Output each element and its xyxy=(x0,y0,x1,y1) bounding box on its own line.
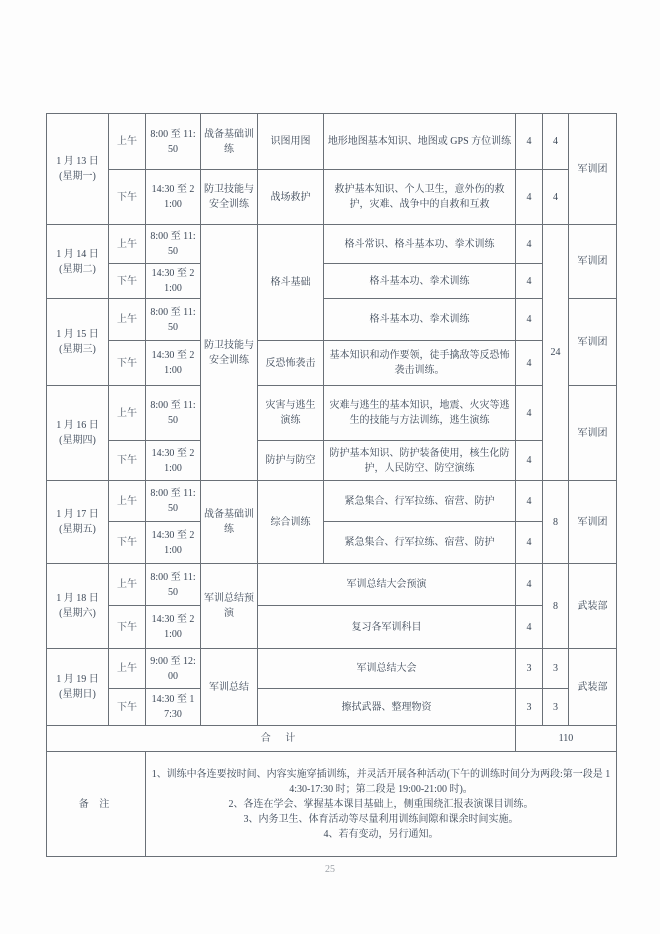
table-row xyxy=(47,481,617,522)
content-cell: 军训总结大会 xyxy=(258,649,516,689)
remark-line: 4、若有变动，另行通知。 xyxy=(323,828,439,840)
period-cell: 上午 xyxy=(109,114,146,170)
total-value: 110 xyxy=(516,726,617,752)
subtotal-cell-merged: 24 xyxy=(543,225,569,481)
period-cell: 上午 xyxy=(109,481,146,522)
date-cell xyxy=(47,386,109,481)
time-cell: 8:00 至 11:50 xyxy=(146,299,201,341)
training-schedule-table xyxy=(46,113,617,857)
subject-cell: 反恐怖袭击 xyxy=(258,341,324,386)
content-cell: 复习各军训科目 xyxy=(258,606,516,649)
org-cell: 武装部 xyxy=(569,649,617,726)
org-cell: 军训团 xyxy=(569,481,617,564)
org-cell: 武装部 xyxy=(569,564,617,649)
hours-cell: 4 xyxy=(516,264,543,299)
table-row xyxy=(47,114,617,170)
time-cell: 8:00 至 11:50 xyxy=(146,481,201,522)
content-cell: 军训总结大会预演 xyxy=(258,564,516,606)
date-text: 1 月 18 日 xyxy=(56,593,99,604)
org-cell: 军训团 xyxy=(569,386,617,481)
weekday-text: (星期五) xyxy=(59,524,96,535)
date-cell xyxy=(47,649,109,726)
page-number: 25 xyxy=(325,864,335,875)
period-cell: 下午 xyxy=(109,341,146,386)
date-cell xyxy=(47,481,109,564)
period-cell: 上午 xyxy=(109,299,146,341)
time-cell: 8:00 至 11:50 xyxy=(146,564,201,606)
content-cell: 格斗基本功、拳术训练 xyxy=(324,299,516,341)
table-row xyxy=(47,341,617,386)
content-cell: 地形地图基本知识、地图或 GPS 方位训练 xyxy=(324,114,516,170)
org-cell: 军训团 xyxy=(569,225,617,299)
period-cell: 下午 xyxy=(109,441,146,481)
hours-cell: 4 xyxy=(516,606,543,649)
date-cell xyxy=(47,299,109,386)
hours-cell: 4 xyxy=(516,299,543,341)
remarks-body xyxy=(146,752,617,857)
org-cell: 军训团 xyxy=(569,299,617,386)
subtotal-cell: 4 xyxy=(543,170,569,225)
content-cell: 格斗常识、格斗基本功、拳术训练 xyxy=(324,225,516,264)
hours-cell: 4 xyxy=(516,114,543,170)
table-row xyxy=(47,522,617,564)
date-cell xyxy=(47,564,109,649)
table-row xyxy=(47,564,617,606)
period-cell: 上午 xyxy=(109,225,146,264)
category-cell: 战备基础训练 xyxy=(201,481,258,564)
table-row xyxy=(47,649,617,689)
content-cell: 防护基本知识、防护装备使用，核生化防护，人民防空、防空演练 xyxy=(324,441,516,481)
date-text: 1 月 16 日 xyxy=(56,420,99,431)
time-cell: 14:30 至 21:00 xyxy=(146,341,201,386)
org-cell: 军训团 xyxy=(569,114,617,225)
content-cell: 灾难与逃生的基本知识，地震、火灾等逃生的技能与方法训练，逃生演练 xyxy=(324,386,516,441)
content-cell: 擦拭武器、整理物资 xyxy=(258,689,516,726)
subject-cell: 识图用图 xyxy=(258,114,324,170)
hours-cell: 4 xyxy=(516,441,543,481)
subject-cell-merged: 格斗基础 xyxy=(258,225,324,341)
hours-cell: 4 xyxy=(516,341,543,386)
remark-line: 2、各连在学会、掌握基本课目基础上，侧重围绕汇报表演课目训练。 xyxy=(228,798,534,810)
table-row xyxy=(47,606,617,649)
category-cell: 军训总结预演 xyxy=(201,564,258,649)
period-cell: 上午 xyxy=(109,649,146,689)
weekday-text: (星期四) xyxy=(59,435,96,446)
table-row xyxy=(47,264,617,299)
time-cell: 8:00 至 11:50 xyxy=(146,114,201,170)
category-cell-merged: 防卫技能与安全训练 xyxy=(201,225,258,481)
content-cell: 紧急集合、行军拉练、宿营、防护 xyxy=(324,481,516,522)
date-text: 1 月 17 日 xyxy=(56,509,99,520)
table-row xyxy=(47,689,617,726)
hours-cell: 4 xyxy=(516,170,543,225)
table-row xyxy=(47,386,617,441)
period-cell: 下午 xyxy=(109,689,146,726)
category-cell: 军训总结 xyxy=(201,649,258,726)
period-cell: 上午 xyxy=(109,386,146,441)
table-row xyxy=(47,441,617,481)
time-cell: 14:30 至 21:00 xyxy=(146,264,201,299)
weekday-text: (星期日) xyxy=(59,689,96,700)
weekday-text: (星期一) xyxy=(59,171,96,182)
hours-cell: 4 xyxy=(516,386,543,441)
date-text: 1 月 14 日 xyxy=(56,248,99,260)
content-cell: 紧急集合、行军拉练、宿营、防护 xyxy=(324,522,516,564)
subtotal-cell: 4 xyxy=(543,114,569,170)
weekday-text: (星期二) xyxy=(59,263,96,275)
hours-cell: 3 xyxy=(516,689,543,726)
subject-cell: 综合训练 xyxy=(258,481,324,564)
remarks-row xyxy=(47,752,617,857)
hours-cell: 3 xyxy=(516,649,543,689)
subtotal-cell: 3 xyxy=(543,649,569,689)
subject-cell: 灾害与逃生演练 xyxy=(258,386,324,441)
period-cell: 下午 xyxy=(109,264,146,299)
content-cell: 格斗基本功、拳术训练 xyxy=(324,264,516,299)
date-text: 1 月 15 日 xyxy=(56,329,99,340)
time-cell: 14:30 至 21:00 xyxy=(146,441,201,481)
period-cell: 下午 xyxy=(109,170,146,225)
table-row xyxy=(47,170,617,225)
time-cell: 14:30 至 21:00 xyxy=(146,522,201,564)
content-cell: 救护基本知识、个人卫生，意外伤的救护，灾难、战争中的自救和互救 xyxy=(324,170,516,225)
subtotal-cell: 8 xyxy=(543,564,569,649)
subtotal-cell: 8 xyxy=(543,481,569,564)
total-row xyxy=(47,726,617,752)
time-cell: 8:00 至 11:50 xyxy=(146,225,201,264)
period-cell: 下午 xyxy=(109,606,146,649)
remark-line: 1、训练中各连要按时间、内容实施穿插训练，并灵活开展各种活动(下午的训练时间分为两段:第一段是 14:30-17:30 时；第二段是 19:00-21:00 时)。 xyxy=(151,768,611,795)
time-cell: 14:30 至 17:30 xyxy=(146,689,201,726)
category-cell: 防卫技能与安全训练 xyxy=(201,170,258,225)
weekday-text: (星期六) xyxy=(59,608,96,619)
date-text: 1 月 13 日 xyxy=(56,156,99,167)
period-cell: 上午 xyxy=(109,564,146,606)
remark-line: 3、内务卫生、体育活动等尽量利用训练间隙和课余时间实施。 xyxy=(243,813,519,825)
hours-cell: 4 xyxy=(516,564,543,606)
category-cell: 战备基础训练 xyxy=(201,114,258,170)
date-cell xyxy=(47,225,109,299)
weekday-text: (星期三) xyxy=(59,344,96,355)
date-cell xyxy=(47,114,109,225)
subject-cell: 战场救护 xyxy=(258,170,324,225)
time-cell: 9:00 至 12:00 xyxy=(146,649,201,689)
content-cell: 基本知识和动作要领，徒手擒敌等反恐怖袭击训练。 xyxy=(324,341,516,386)
subtotal-cell: 3 xyxy=(543,689,569,726)
hours-cell: 4 xyxy=(516,225,543,264)
hours-cell: 4 xyxy=(516,481,543,522)
total-label: 合 计 xyxy=(47,726,516,752)
remarks-label: 备 注 xyxy=(47,752,146,857)
time-cell: 14:30 至 21:00 xyxy=(146,606,201,649)
table-row xyxy=(47,299,617,341)
time-cell: 14:30 至 21:00 xyxy=(146,170,201,225)
hours-cell: 4 xyxy=(516,522,543,564)
time-cell: 8:00 至 11:50 xyxy=(146,386,201,441)
subject-cell: 防护与防空 xyxy=(258,441,324,481)
period-cell: 下午 xyxy=(109,522,146,564)
table-row xyxy=(47,225,617,264)
date-text: 1 月 19 日 xyxy=(56,674,99,685)
